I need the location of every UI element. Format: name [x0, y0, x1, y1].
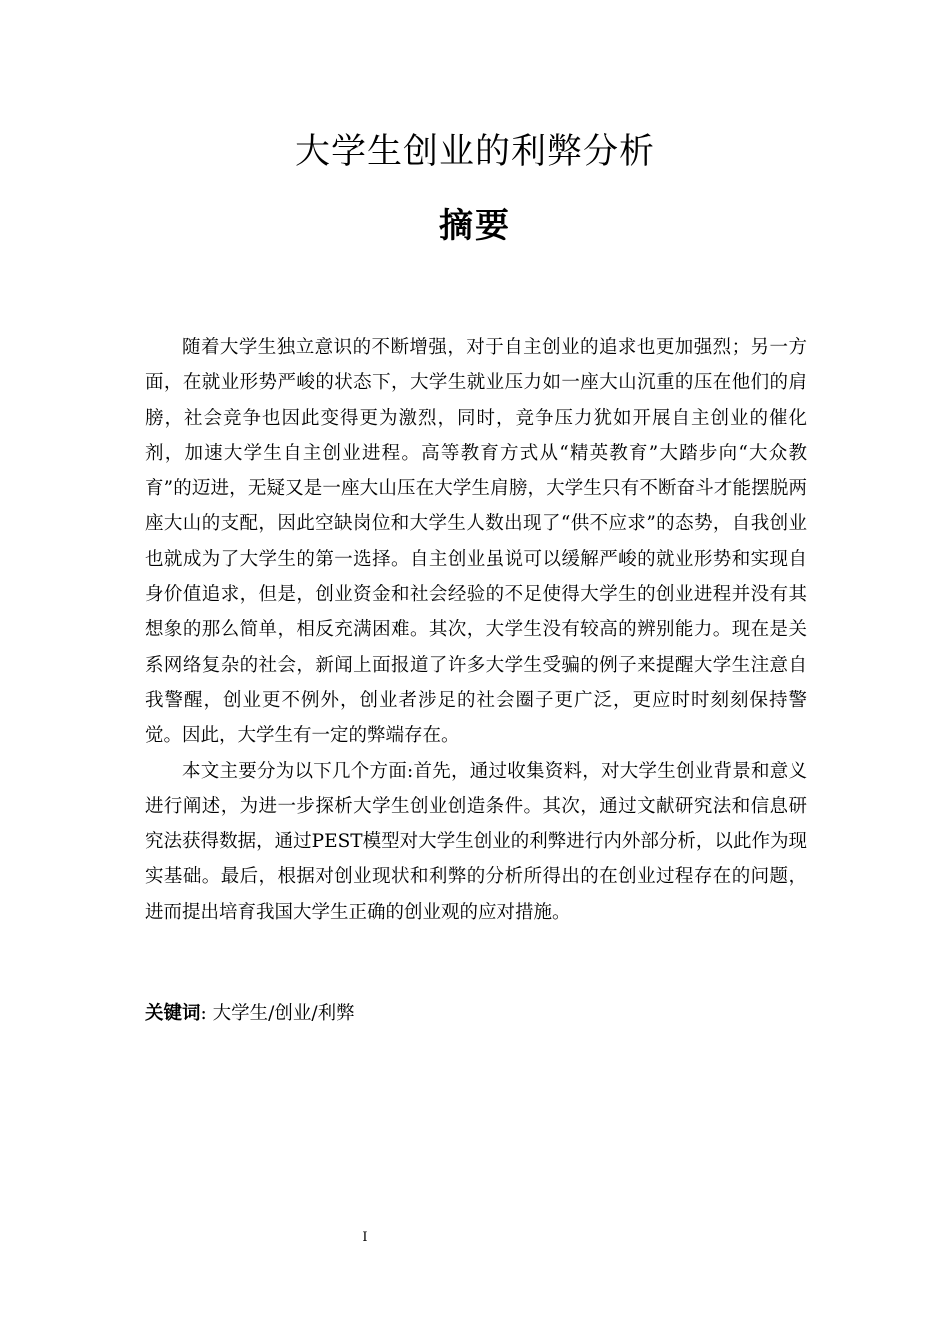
abstract-body [145, 330, 807, 930]
abstract-heading: 摘要 [439, 206, 511, 246]
keywords-value: 大学生/创业/利弊 [212, 1003, 355, 1024]
abstract-paragraph-2: 本文主要分为以下几个方面:首先，通过收集资料，对大学生创业背景和意义进行阐述，为进一步探析大学生创业创造条件。其次，通过文献研究法和信息研究法获得数据，通过PEST模型对大学生创业的利弊进行内外部分析，以此作为现实基础。最后，根据对创业现状和利弊的分析所得出的在创业过程存在的问题，进而提出培育我国大学生正确的创业观的应对措施。 [145, 760, 807, 923]
document-title: 大学生创业的利弊分析 [294, 132, 655, 172]
keywords-separator: : [200, 1003, 207, 1024]
abstract-paragraph-1: 随着大学生独立意识的不断增强，对于自主创业的追求也更加强烈；另一方面，在就业形势严峻的状态下，大学生就业压力如一座大山沉重的压在他们的肩膀，社会竞争也因此变得更为激烈，同时，竞争压力犹如开展自主创业的催化剂，加速大学生自主创业进程。高等教育方式从“精英教育”大踏步向“大众教育”的迈进，无疑又是一座大山压在大学生肩膀，大学生只有不断奋斗才能摆脱两座大山的支配，因此空缺岗位和大学生人数出现了“供不应求”的态势，自我创业也就成为了大学生的第一选择。自主创业虽说可以缓解严峻的就业形势和实现自身价值追求，但是，创业资金和社会经验的不足使得大学生的创业进程并没有其想象的那么简单，相反充满困难。其次，大学生没有较高的辨别能力。现在是关系网络复杂的社会，新闻上面报道了许多大学生受骗的例子来提醒大学生注意自我警醒，创业更不例外，创业者涉足的社会圈子更广泛，更应时时刻刻保持警觉。因此，大学生有一定的弊端存在。 [145, 337, 807, 747]
keywords-line [145, 998, 807, 1030]
keywords-label: 关键词 [145, 1003, 201, 1024]
page-number: I [362, 1230, 368, 1245]
